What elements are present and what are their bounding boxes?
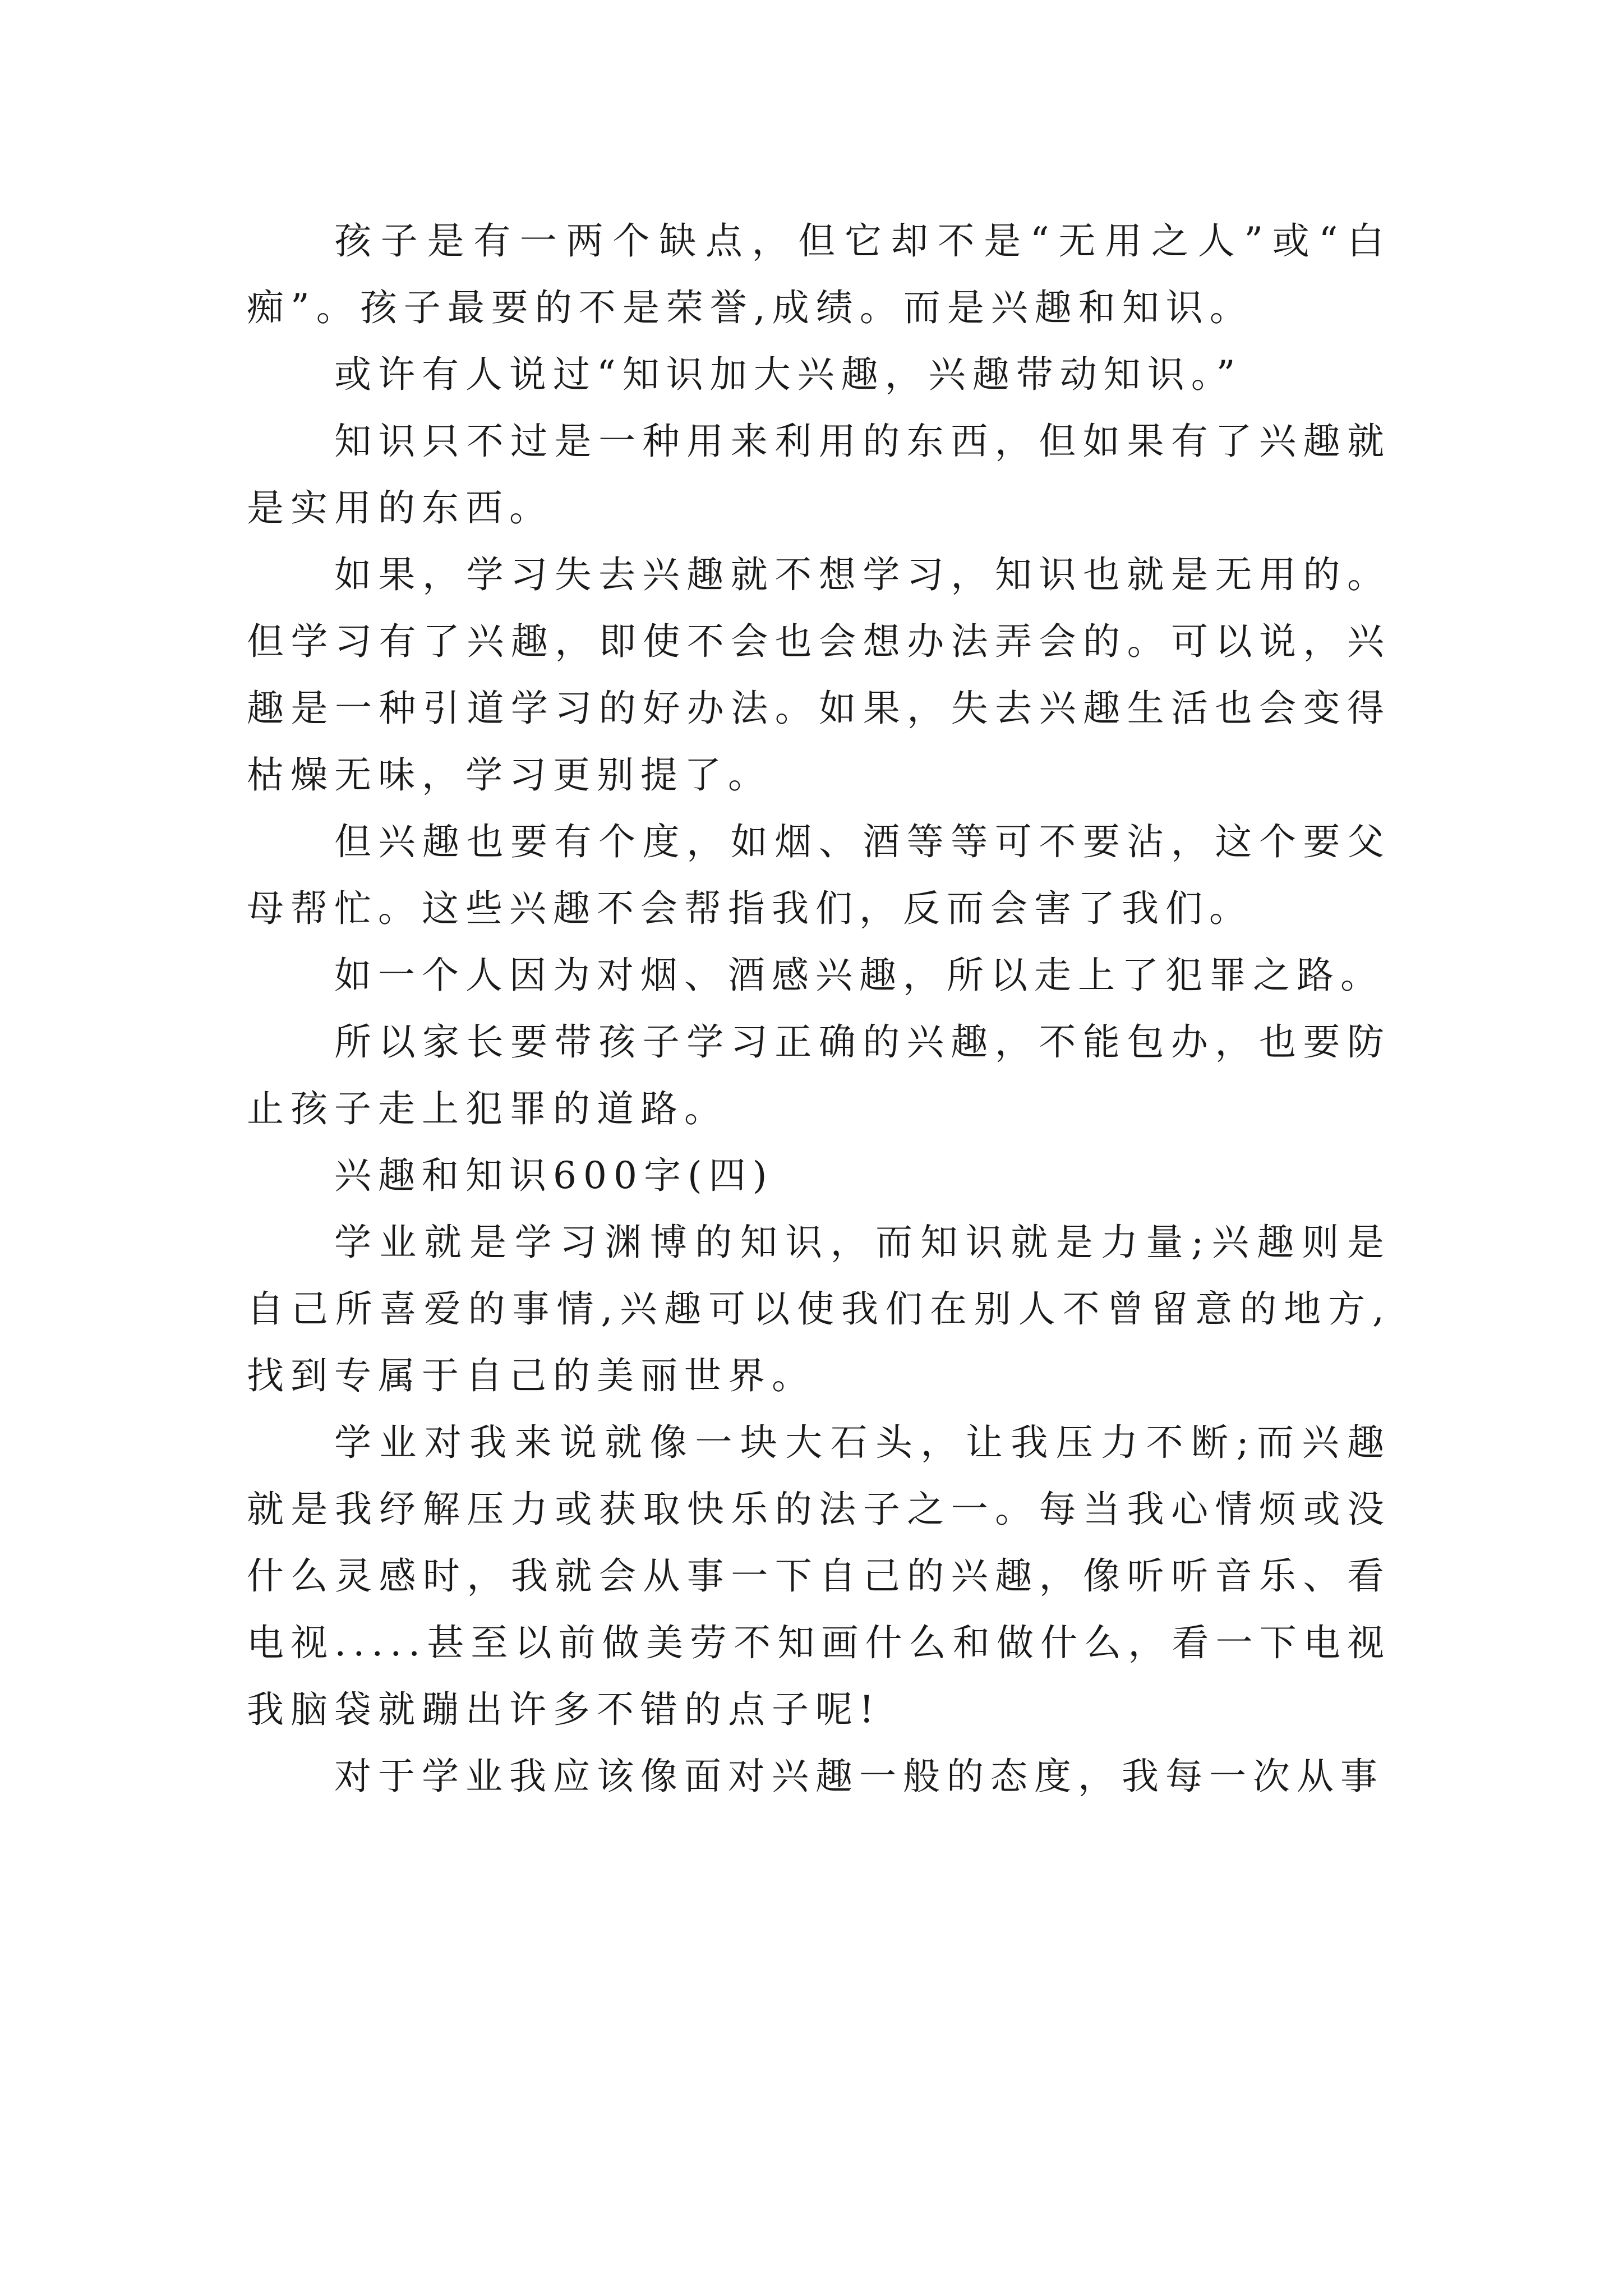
- paragraph-7: 所以家长要带孩子学习正确的兴趣，不能包办，也要防止孩子走上犯罪的道路。: [247, 1020, 1391, 1130]
- paragraph-1: 孩子是有一两个缺点，但它却不是“无用之人”或“白痴”。孩子最要的不是荣誉,成绩。而是兴趣和知识。: [247, 219, 1391, 329]
- paragraph-2: 或许有人说过“知识加大兴趣，兴趣带动知识。”: [334, 353, 1242, 396]
- paragraph-10: 对于学业我应该像面对兴趣一般的态度，我每一次从事: [334, 1755, 1384, 1798]
- paragraph-9: 学业对我来说就像一块大石头，让我压力不断;而兴趣就是我纾解压力或获取快乐的法子之一。每当我心情烦或没什么灵感时，我就会从事一下自己的兴趣，像听听音乐、看电视.....甚至以前做美劳不知画什么和做什么，看一下电视我脑袋就蹦出许多不错的点子呢!: [247, 1421, 1391, 1731]
- paragraph-8: 学业就是学习渊博的知识，而知识就是力量;兴趣则是自己所喜爱的事情,兴趣可以使我们在别人不曾留意的地方,找到专属于自己的美丽世界。: [247, 1221, 1391, 1397]
- paragraph-3: 知识只不过是一种用来利用的东西，但如果有了兴趣就是实用的东西。: [247, 420, 1391, 530]
- paragraph-5: 但兴趣也要有个度，如烟、酒等等可不要沾，这个要父母帮忙。这些兴趣不会帮指我们，反而会害了我们。: [247, 820, 1391, 930]
- paragraph-4: 如果，学习失去兴趣就不想学习，知识也就是无用的。但学习有了兴趣，即使不会也会想办法弄会的。可以说，兴趣是一种引道学习的好办法。如果，失去兴趣生活也会变得枯燥无味，学习更别提了。: [247, 553, 1391, 797]
- section-heading: 兴趣和知识600字(四): [334, 1154, 774, 1197]
- document-body: [247, 208, 1391, 1810]
- paragraph-6: 如一个人因为对烟、酒感兴趣，所以走上了犯罪之路。: [334, 954, 1384, 997]
